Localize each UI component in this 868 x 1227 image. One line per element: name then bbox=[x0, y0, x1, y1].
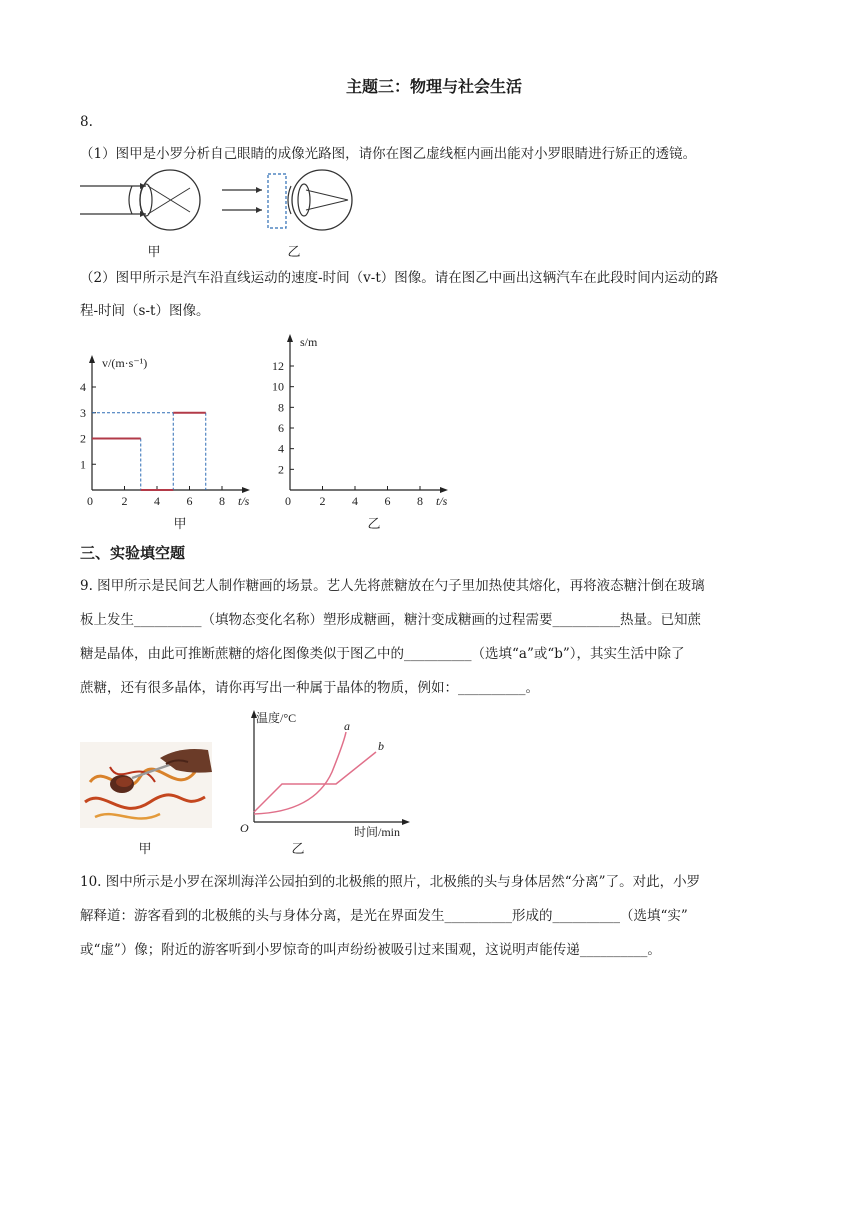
question-8-part2-line2: 程-时间（s-t）图像。 bbox=[80, 303, 210, 319]
fig2-caption-b: 乙 bbox=[367, 517, 381, 532]
x-axis-label: t/s bbox=[238, 494, 250, 508]
x-tick-label: 2 bbox=[121, 494, 128, 508]
answer-blank-7[interactable]: __________ bbox=[579, 942, 648, 958]
y-tick-label: 8 bbox=[278, 400, 284, 415]
eye-diagrams bbox=[76, 166, 356, 238]
q10-text: 或“虚”）像；附近的游客听到小罗惊奇的叫声纷纷被吸引过来围观，这说明声能传递 bbox=[80, 942, 580, 958]
y-tick-label: 3 bbox=[80, 405, 86, 420]
question-8-part2-line1: （2）图甲所示是汽车沿直线运动的速度-时间（v-t）图像。请在图乙中画出这辆汽车在此段时间内运动的路 bbox=[80, 270, 719, 286]
y-axis-arrow bbox=[287, 334, 293, 342]
fig2-caption-a: 甲 bbox=[173, 517, 187, 532]
origin-label: O bbox=[240, 821, 249, 835]
q9-text: 糖是晶体，由此可推断蔗糖的熔化图像类似于图乙中的 bbox=[80, 646, 404, 662]
answer-blank-5[interactable]: __________ bbox=[444, 908, 512, 924]
x-axis-arrow bbox=[402, 819, 410, 825]
y-tick-label: 1 bbox=[80, 457, 86, 472]
eye-diagram-a bbox=[80, 170, 200, 230]
x-tick-label: 6 bbox=[186, 494, 193, 508]
x-axis-label: 时间/min bbox=[354, 825, 401, 838]
y-tick-label: 6 bbox=[278, 421, 284, 435]
y-axis-arrow bbox=[89, 355, 95, 363]
x-tick-label: 2 bbox=[319, 494, 326, 508]
eye-diagram-b bbox=[222, 170, 352, 230]
series-a-label: a bbox=[344, 719, 350, 733]
x-tick-label: 8 bbox=[219, 494, 225, 508]
q9-caption-b: 乙 bbox=[291, 842, 305, 857]
answer-blank-1[interactable]: __________ bbox=[134, 612, 202, 628]
y-axis-label: s/m bbox=[300, 335, 318, 349]
x-tick-label: 8 bbox=[417, 494, 423, 508]
answer-blank-3[interactable]: __________ bbox=[404, 646, 472, 662]
y-tick-label: 2 bbox=[80, 431, 86, 446]
x-tick-label: 0 bbox=[285, 494, 291, 508]
x-axis-arrow bbox=[242, 487, 250, 493]
dashed-lens-box bbox=[268, 174, 286, 228]
q9-text: 。 bbox=[525, 680, 539, 696]
temperature-time-chart bbox=[236, 708, 426, 838]
x-tick-label: 4 bbox=[352, 494, 358, 508]
y-tick-label: 4 bbox=[80, 380, 86, 394]
vt-chart bbox=[70, 328, 270, 518]
y-tick-label: 10 bbox=[272, 379, 284, 394]
y-axis-label: 温度/°C bbox=[256, 711, 297, 725]
question-8-number: 8. bbox=[80, 114, 93, 130]
q9-caption-a: 甲 bbox=[138, 842, 152, 857]
y-tick-label: 2 bbox=[278, 462, 284, 477]
answer-blank-2[interactable]: __________ bbox=[552, 612, 620, 628]
series-b-label: b bbox=[378, 739, 384, 753]
q10-text: 形成的 bbox=[512, 908, 553, 924]
question-10-line3 bbox=[80, 940, 661, 960]
question-9-line3 bbox=[80, 644, 685, 664]
y-tick-label: 4 bbox=[278, 441, 284, 456]
q10-text: 解释道：游客看到的北极熊的头与身体分离，是光在界面发生 bbox=[80, 908, 445, 924]
answer-blank-4[interactable]: __________ bbox=[458, 680, 526, 696]
q9-text: 板上发生 bbox=[80, 612, 134, 628]
question-9-line4 bbox=[80, 678, 539, 698]
x-tick-label: 0 bbox=[87, 494, 93, 508]
q9-text: 蔗糖，还有很多晶体，请你再写出一种属于晶体的物质，例如： bbox=[80, 680, 458, 696]
q9-text: （填物态变化名称）塑形成糖画，糖汁变成糖画的过程需要 bbox=[201, 612, 553, 628]
series-a-curve bbox=[254, 732, 346, 814]
question-10-line2 bbox=[80, 906, 688, 926]
x-tick-label: 4 bbox=[154, 494, 160, 508]
section-heading: 三、实验填空题 bbox=[80, 544, 186, 562]
q10-text: （选填“实” bbox=[620, 908, 688, 924]
question-9-line2 bbox=[80, 610, 701, 630]
y-axis-label: v/(m·s⁻¹) bbox=[102, 356, 148, 370]
x-tick-label: 6 bbox=[384, 494, 391, 508]
sugar-painting-photo bbox=[80, 742, 212, 828]
page-title: 主题三：物理与社会生活 bbox=[345, 77, 522, 96]
st-chart bbox=[268, 328, 468, 518]
question-8-part1: （1）图甲是小罗分析自己眼睛的成像光路图，请你在图乙虚线框内画出能对小罗眼睛进行矫正的透镜。 bbox=[80, 146, 697, 162]
q9-text: （选填“a”或“b”），其实生活中除了 bbox=[471, 646, 685, 662]
answer-blank-6[interactable]: __________ bbox=[552, 908, 620, 924]
series-b-curve bbox=[254, 752, 376, 812]
question-10-line1: 10. 图中所示是小罗在深圳海洋公园拍到的北极熊的照片，北极熊的头与身体居然“分离”了。对此，小罗 bbox=[80, 874, 701, 890]
x-axis-label: t/s bbox=[436, 494, 448, 508]
q9-text: 热量。已知蔗 bbox=[620, 612, 701, 628]
y-tick-label: 12 bbox=[272, 359, 284, 373]
x-axis-arrow bbox=[440, 487, 448, 493]
fig1-caption-b: 乙 bbox=[287, 245, 301, 260]
q10-text: 。 bbox=[647, 942, 661, 958]
fig1-caption-a: 甲 bbox=[147, 245, 161, 260]
question-9-line1: 9. 图甲所示是民间艺人制作糖画的场景。艺人先将蔗糖放在勺子里加热使其熔化，再将液态糖汁倒在玻璃 bbox=[80, 578, 705, 594]
